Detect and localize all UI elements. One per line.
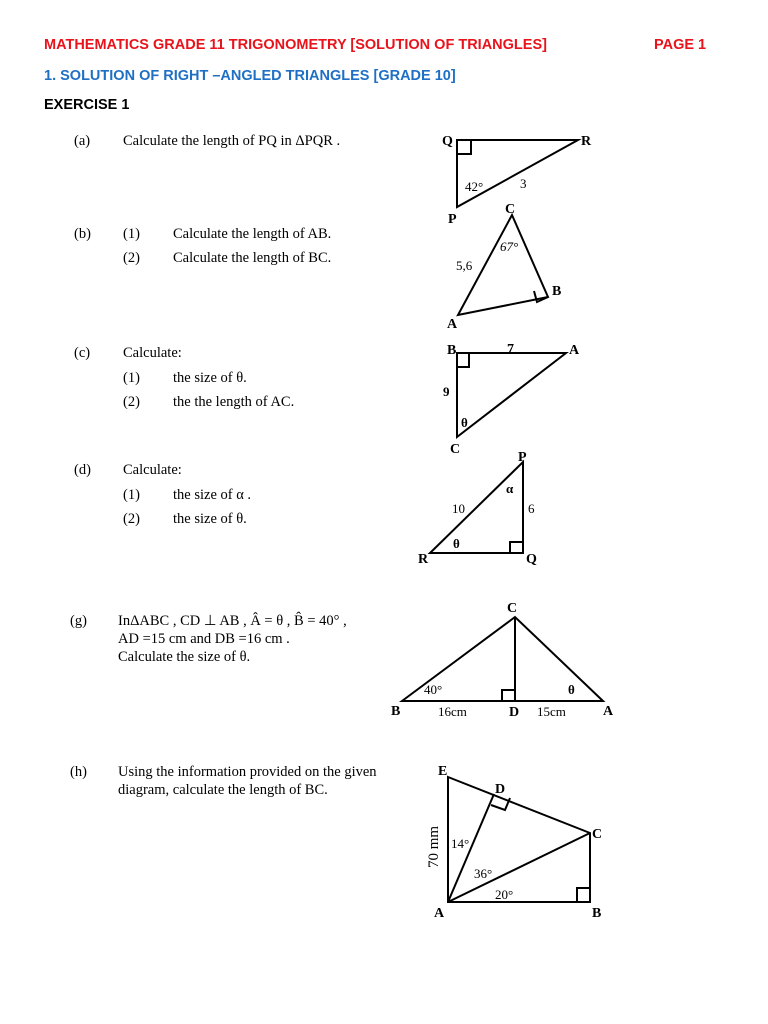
right-angle-mark-b-c	[457, 353, 469, 367]
label-c-g: C	[507, 601, 518, 616]
question-h-line-2: diagram, calculate the length of BC.	[118, 782, 328, 798]
label-b-h: B	[592, 906, 602, 921]
right-angle-mark-d	[502, 690, 515, 701]
question-b-num-1: (1)	[123, 226, 140, 242]
label-a-b: A	[447, 317, 458, 332]
question-d-num-2: (2)	[123, 511, 140, 527]
question-d-text: Calculate:	[123, 462, 182, 478]
label-e-h: E	[438, 764, 448, 779]
label-c-h: C	[592, 827, 603, 842]
label-c-c: C	[450, 442, 461, 457]
side-3-a: 3	[520, 176, 527, 191]
angle-36-h: 36°	[474, 866, 493, 881]
label-d-g: D	[509, 705, 520, 720]
label-q-a: Q	[442, 134, 453, 149]
question-a-text: Calculate the length of PQ in ΔPQR .	[123, 133, 341, 149]
label-q-d: Q	[526, 552, 537, 567]
exercise-heading: EXERCISE 1	[44, 97, 130, 113]
question-c-label: (c)	[74, 345, 91, 361]
question-d-label: (d)	[74, 462, 91, 478]
label-r-a: R	[581, 134, 592, 149]
question-c-text-2: the the length of AC.	[173, 394, 295, 410]
question-c-num-1: (1)	[123, 370, 140, 386]
label-b-b: B	[552, 284, 562, 299]
side-9-c: 9	[443, 384, 450, 399]
question-a-label: (a)	[74, 133, 91, 149]
question-g-label: (g)	[70, 613, 87, 629]
angle-theta-g: θ	[568, 682, 575, 697]
question-d-text-2: the size of θ.	[173, 511, 247, 527]
side-15cm-g: 15cm	[537, 704, 566, 719]
angle-20-h: 20°	[495, 887, 514, 902]
label-b-c: B	[447, 343, 457, 358]
section-heading: 1. SOLUTION OF RIGHT –ANGLED TRIANGLES [GRADE 10]	[44, 68, 456, 84]
question-h-label: (h)	[70, 764, 87, 780]
label-p-d: P	[518, 450, 527, 465]
side-16cm-g: 16cm	[438, 704, 467, 719]
angle-alpha-d: α	[506, 481, 514, 496]
question-h-line-1: Using the information provided on the given	[118, 764, 377, 780]
angle-14-h: 14°	[451, 836, 470, 851]
angle-theta-d: θ	[453, 536, 460, 551]
question-g-line-1: InΔABC , CD ⊥ AB , Â = θ , B̂ = 40° ,	[118, 613, 347, 629]
label-a-h: A	[434, 906, 445, 921]
label-p-a: P	[448, 212, 457, 227]
triangle-abc-c	[457, 353, 566, 437]
height-70mm-h: 70 mm	[426, 825, 442, 868]
question-b-num-2: (2)	[123, 250, 140, 266]
angle-42-a: 42°	[465, 179, 484, 194]
question-b-label: (b)	[74, 226, 91, 242]
right-angle-mark-q	[457, 140, 471, 154]
question-d-num-1: (1)	[123, 487, 140, 503]
label-b-g: B	[391, 704, 401, 719]
angle-67-b: 67°	[500, 239, 519, 254]
question-c-text-1: the size of θ.	[173, 370, 247, 386]
right-angle-mark-b-h	[577, 888, 590, 902]
question-c-text: Calculate:	[123, 345, 182, 361]
angle-theta-c: θ	[461, 415, 468, 430]
triangle-pqr-d	[430, 462, 523, 553]
question-g-line-2: AD =15 cm and DB =16 cm .	[118, 631, 290, 647]
side-10-d: 10	[452, 501, 465, 516]
quadrilateral-eabc	[448, 777, 590, 902]
document-title: MATHEMATICS GRADE 11 TRIGONOMETRY [SOLUTION OF TRIANGLES]	[44, 37, 547, 53]
side-56-b: 5,6	[456, 258, 473, 273]
angle-40-g: 40°	[424, 682, 443, 697]
right-angle-mark-q-d	[510, 542, 523, 553]
page-number: PAGE 1	[654, 37, 707, 53]
question-b-text-2: Calculate the length of BC.	[173, 250, 332, 266]
label-r-d: R	[418, 552, 429, 567]
label-a-c: A	[569, 343, 580, 358]
question-b-text-1: Calculate the length of AB.	[173, 226, 332, 242]
line-ac	[448, 833, 590, 902]
label-d-h: D	[495, 782, 506, 797]
label-c-b: C	[505, 202, 516, 217]
label-a-g: A	[603, 704, 614, 719]
question-c-num-2: (2)	[123, 394, 140, 410]
side-6-d: 6	[528, 501, 535, 516]
question-g-line-3: Calculate the size of θ.	[118, 649, 251, 665]
triangle-pqr	[457, 140, 578, 207]
question-d-text-1: the size of α .	[173, 487, 252, 503]
side-7-c: 7	[507, 342, 514, 357]
